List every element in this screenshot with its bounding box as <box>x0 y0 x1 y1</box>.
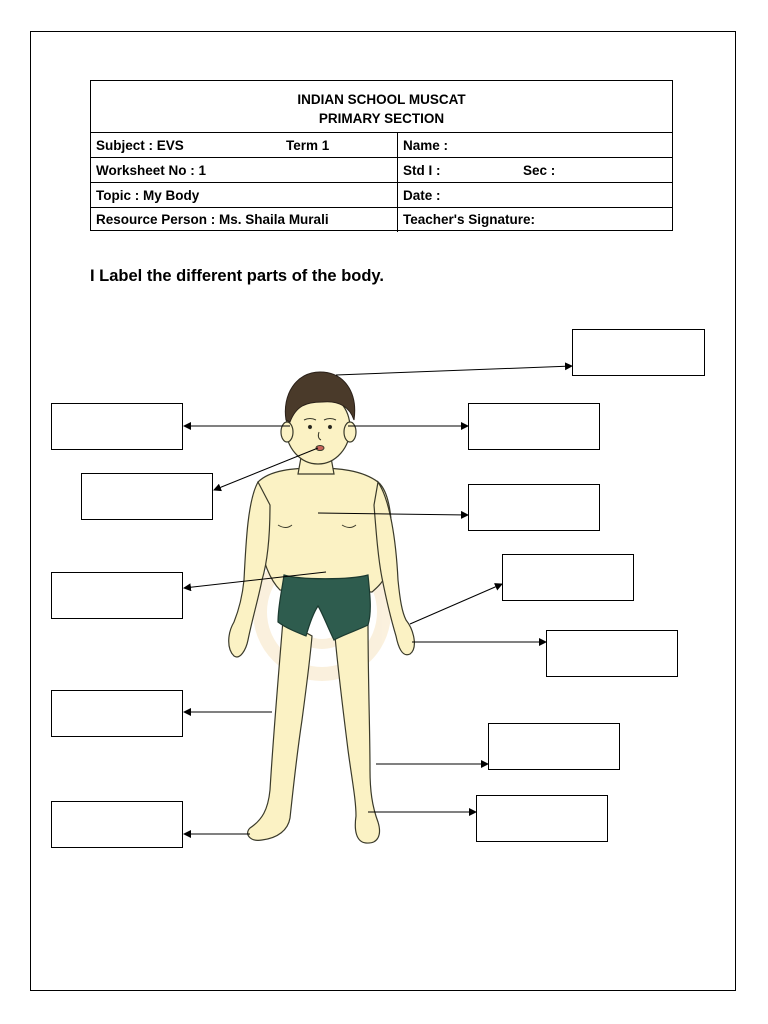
answer-box-fingers[interactable] <box>546 630 678 677</box>
arrow-hand <box>410 584 502 624</box>
answer-box-ear[interactable] <box>51 403 183 450</box>
answer-box-stomach[interactable] <box>51 572 183 619</box>
answer-box-knee[interactable] <box>488 723 620 770</box>
subject-label: Subject : EVS <box>96 138 184 153</box>
school-name: INDIAN SCHOOL MUSCAT <box>297 92 466 107</box>
answer-box-toes[interactable] <box>51 801 183 848</box>
topic-label: Topic : My Body <box>91 183 398 208</box>
shorts <box>278 575 370 640</box>
instruction-text: I Label the different parts of the body. <box>90 267 384 285</box>
answer-box-foot[interactable] <box>476 795 608 842</box>
arrow-hair <box>336 366 572 375</box>
answer-box-hair[interactable] <box>572 329 705 376</box>
sec-label: Sec : <box>523 163 556 178</box>
date-label: Date : <box>403 188 441 203</box>
answer-box-leg[interactable] <box>51 690 183 737</box>
teacher-signature-label: Teacher's Signature: <box>403 212 536 227</box>
answer-box-hand[interactable] <box>502 554 634 601</box>
worksheet-label: Worksheet No : 1 <box>91 158 398 183</box>
name-label: Name : <box>403 138 449 153</box>
term-label: Term 1 <box>286 138 330 153</box>
section-name: PRIMARY SECTION <box>318 111 445 126</box>
answer-box-mouth[interactable] <box>81 473 213 520</box>
answer-box-chest[interactable] <box>468 484 600 531</box>
std-label: Std I : <box>403 163 441 178</box>
answer-box-eye[interactable] <box>468 403 600 450</box>
resource-person-label: Resource Person : Ms. Shaila Murali <box>91 207 398 232</box>
